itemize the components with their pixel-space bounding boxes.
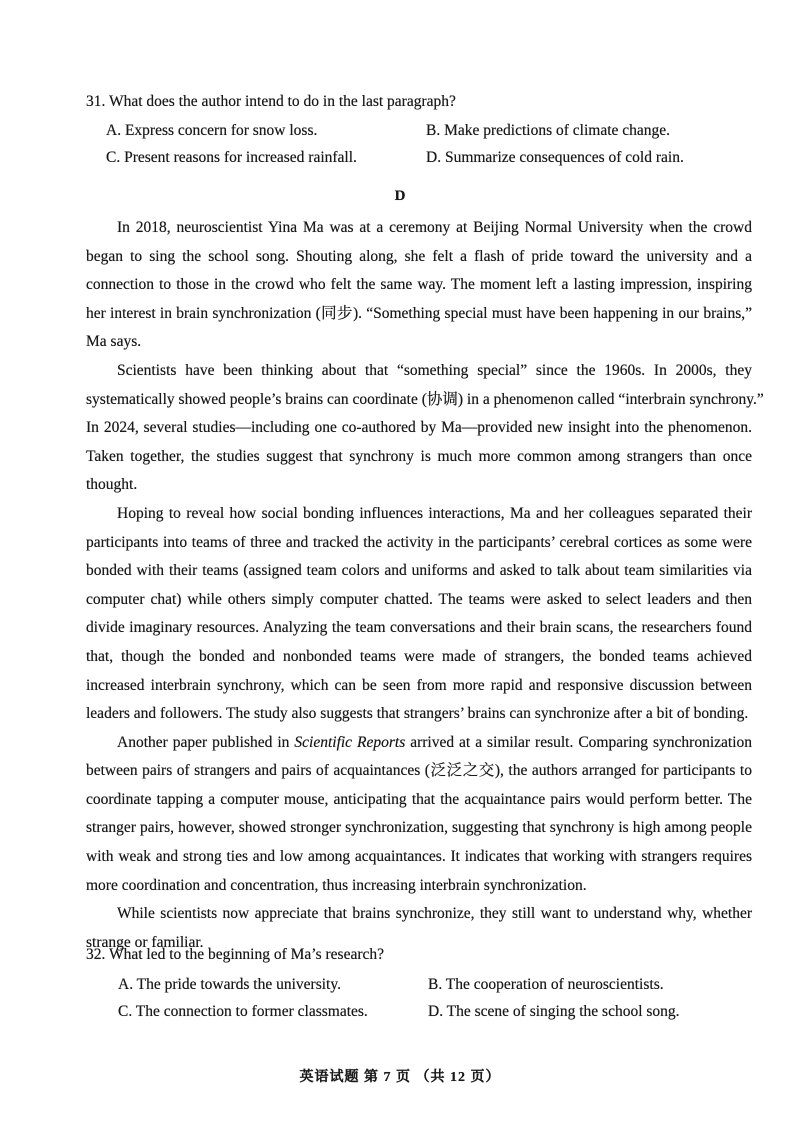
- section-label: D: [394, 188, 406, 204]
- q31-option-d: D. Summarize consequences of cold rain.: [426, 149, 684, 166]
- question-31-stem: 31. What does the author intend to do in the last paragraph?: [86, 93, 456, 110]
- paragraph-line: In 2024, several studies—including one co-authored by Ma—provided new insight into the phenomenon.: [86, 419, 752, 437]
- paragraph-line: divide imaginary resources. Analyzing the team conversations and their brain scans, the researchers found: [86, 619, 752, 637]
- paragraph-line: In 2018, neuroscientist Yina Ma was at a ceremony at Beijing Normal University when the crowd: [117, 219, 752, 236]
- paragraph-line: her interest in brain synchronization (同步). “Something special must have been happening in our brains,”: [86, 304, 752, 322]
- paragraph-line: While scientists now appreciate that brains synchronize, they still want to understand why, whether: [117, 905, 752, 923]
- q32-option-d: D. The scene of singing the school song.: [428, 1003, 680, 1020]
- paragraph-line: Another paper published in Scientific Reports arrived at a similar result. Comparing synchronization: [117, 733, 753, 751]
- q32-option-c: C. The connection to former classmates.: [118, 1003, 368, 1020]
- paragraph: [86, 214, 752, 357]
- reading-passage: [86, 214, 764, 957]
- paragraph-line: leaders and followers. The study also suggests that strangers’ brains can synchronize after a bit of bonding.: [86, 705, 749, 723]
- paragraph-line: systematically showed people’s brains can coordinate (协调) in a phenomenon called “interbrain synchrony.”: [86, 390, 764, 408]
- paragraph-line: began to sing the school song. Shouting along, she felt a flash of pride toward the university and a: [86, 247, 752, 265]
- question-32-stem: 32. What led to the beginning of Ma’s research?: [86, 946, 384, 963]
- paragraph-line: thought.: [86, 476, 138, 494]
- q32-option-a: A. The pride towards the university.: [118, 976, 341, 993]
- paragraph-line: that, though the bonded and nonbonded teams were made of strangers, the bonded teams achieved: [86, 647, 752, 665]
- paragraph-line: connection to those in the crowd who felt the same way. The moment left a lasting impression, inspiring: [86, 276, 752, 294]
- paragraph-line: computer chat) while others simply computer chatted. The teams were asked to select leaders and then: [86, 590, 752, 608]
- paragraph-line: Taken together, the studies suggest that synchrony is much more common among strangers than once: [86, 447, 752, 465]
- paragraph-line: strange or familiar.: [86, 933, 204, 951]
- q31-option-c: C. Present reasons for increased rainfall.: [106, 149, 357, 166]
- page-footer: 英语试题 第 7 页 （共 12 页）: [299, 1070, 501, 1085]
- q31-option-a: A. Express concern for snow loss.: [106, 122, 318, 139]
- paragraph: [86, 500, 752, 729]
- paragraph-line: increased interbrain synchrony, which can be seen from more rapid and responsive discussion between: [86, 676, 752, 694]
- paragraph-line: Scientists have been thinking about that “something special” since the 1960s. In 2000s, they: [117, 361, 752, 379]
- q31-option-b: B. Make predictions of climate change.: [426, 122, 671, 139]
- paragraph-line: with weak and strong ties and low among acquaintances. It indicates that working with strangers requires: [86, 848, 752, 866]
- paragraph-line: stranger pairs, however, showed stronger synchronization, suggesting that synchrony is high among people: [86, 819, 752, 837]
- paragraph-line: coordinate tapping a computer mouse, anticipating that the acquaintance pairs would perform better. The: [86, 790, 752, 808]
- q32-option-b: B. The cooperation of neuroscientists.: [428, 976, 664, 993]
- paragraph-line: Ma says.: [86, 333, 142, 351]
- paragraph-line: Hoping to reveal how social bonding influences interactions, Ma and her colleagues separated their: [117, 504, 752, 522]
- paragraph-line: more coordination and concentration, thus increasing interbrain synchronization.: [86, 876, 587, 894]
- journal-title: Scientific Reports: [294, 733, 406, 751]
- paragraph-line: participants into teams of three and tracked the activity in the participants’ cerebral cortices as some were: [86, 533, 752, 551]
- paragraph-line: bonded with their teams (assigned team colors and uniforms and asked to talk about team similarities via: [86, 562, 752, 580]
- paragraph-line: between pairs of strangers and pairs of acquaintances (泛泛之交), the authors arranged for participants to: [86, 762, 752, 780]
- paragraph: [86, 729, 752, 901]
- paragraph: [86, 357, 764, 500]
